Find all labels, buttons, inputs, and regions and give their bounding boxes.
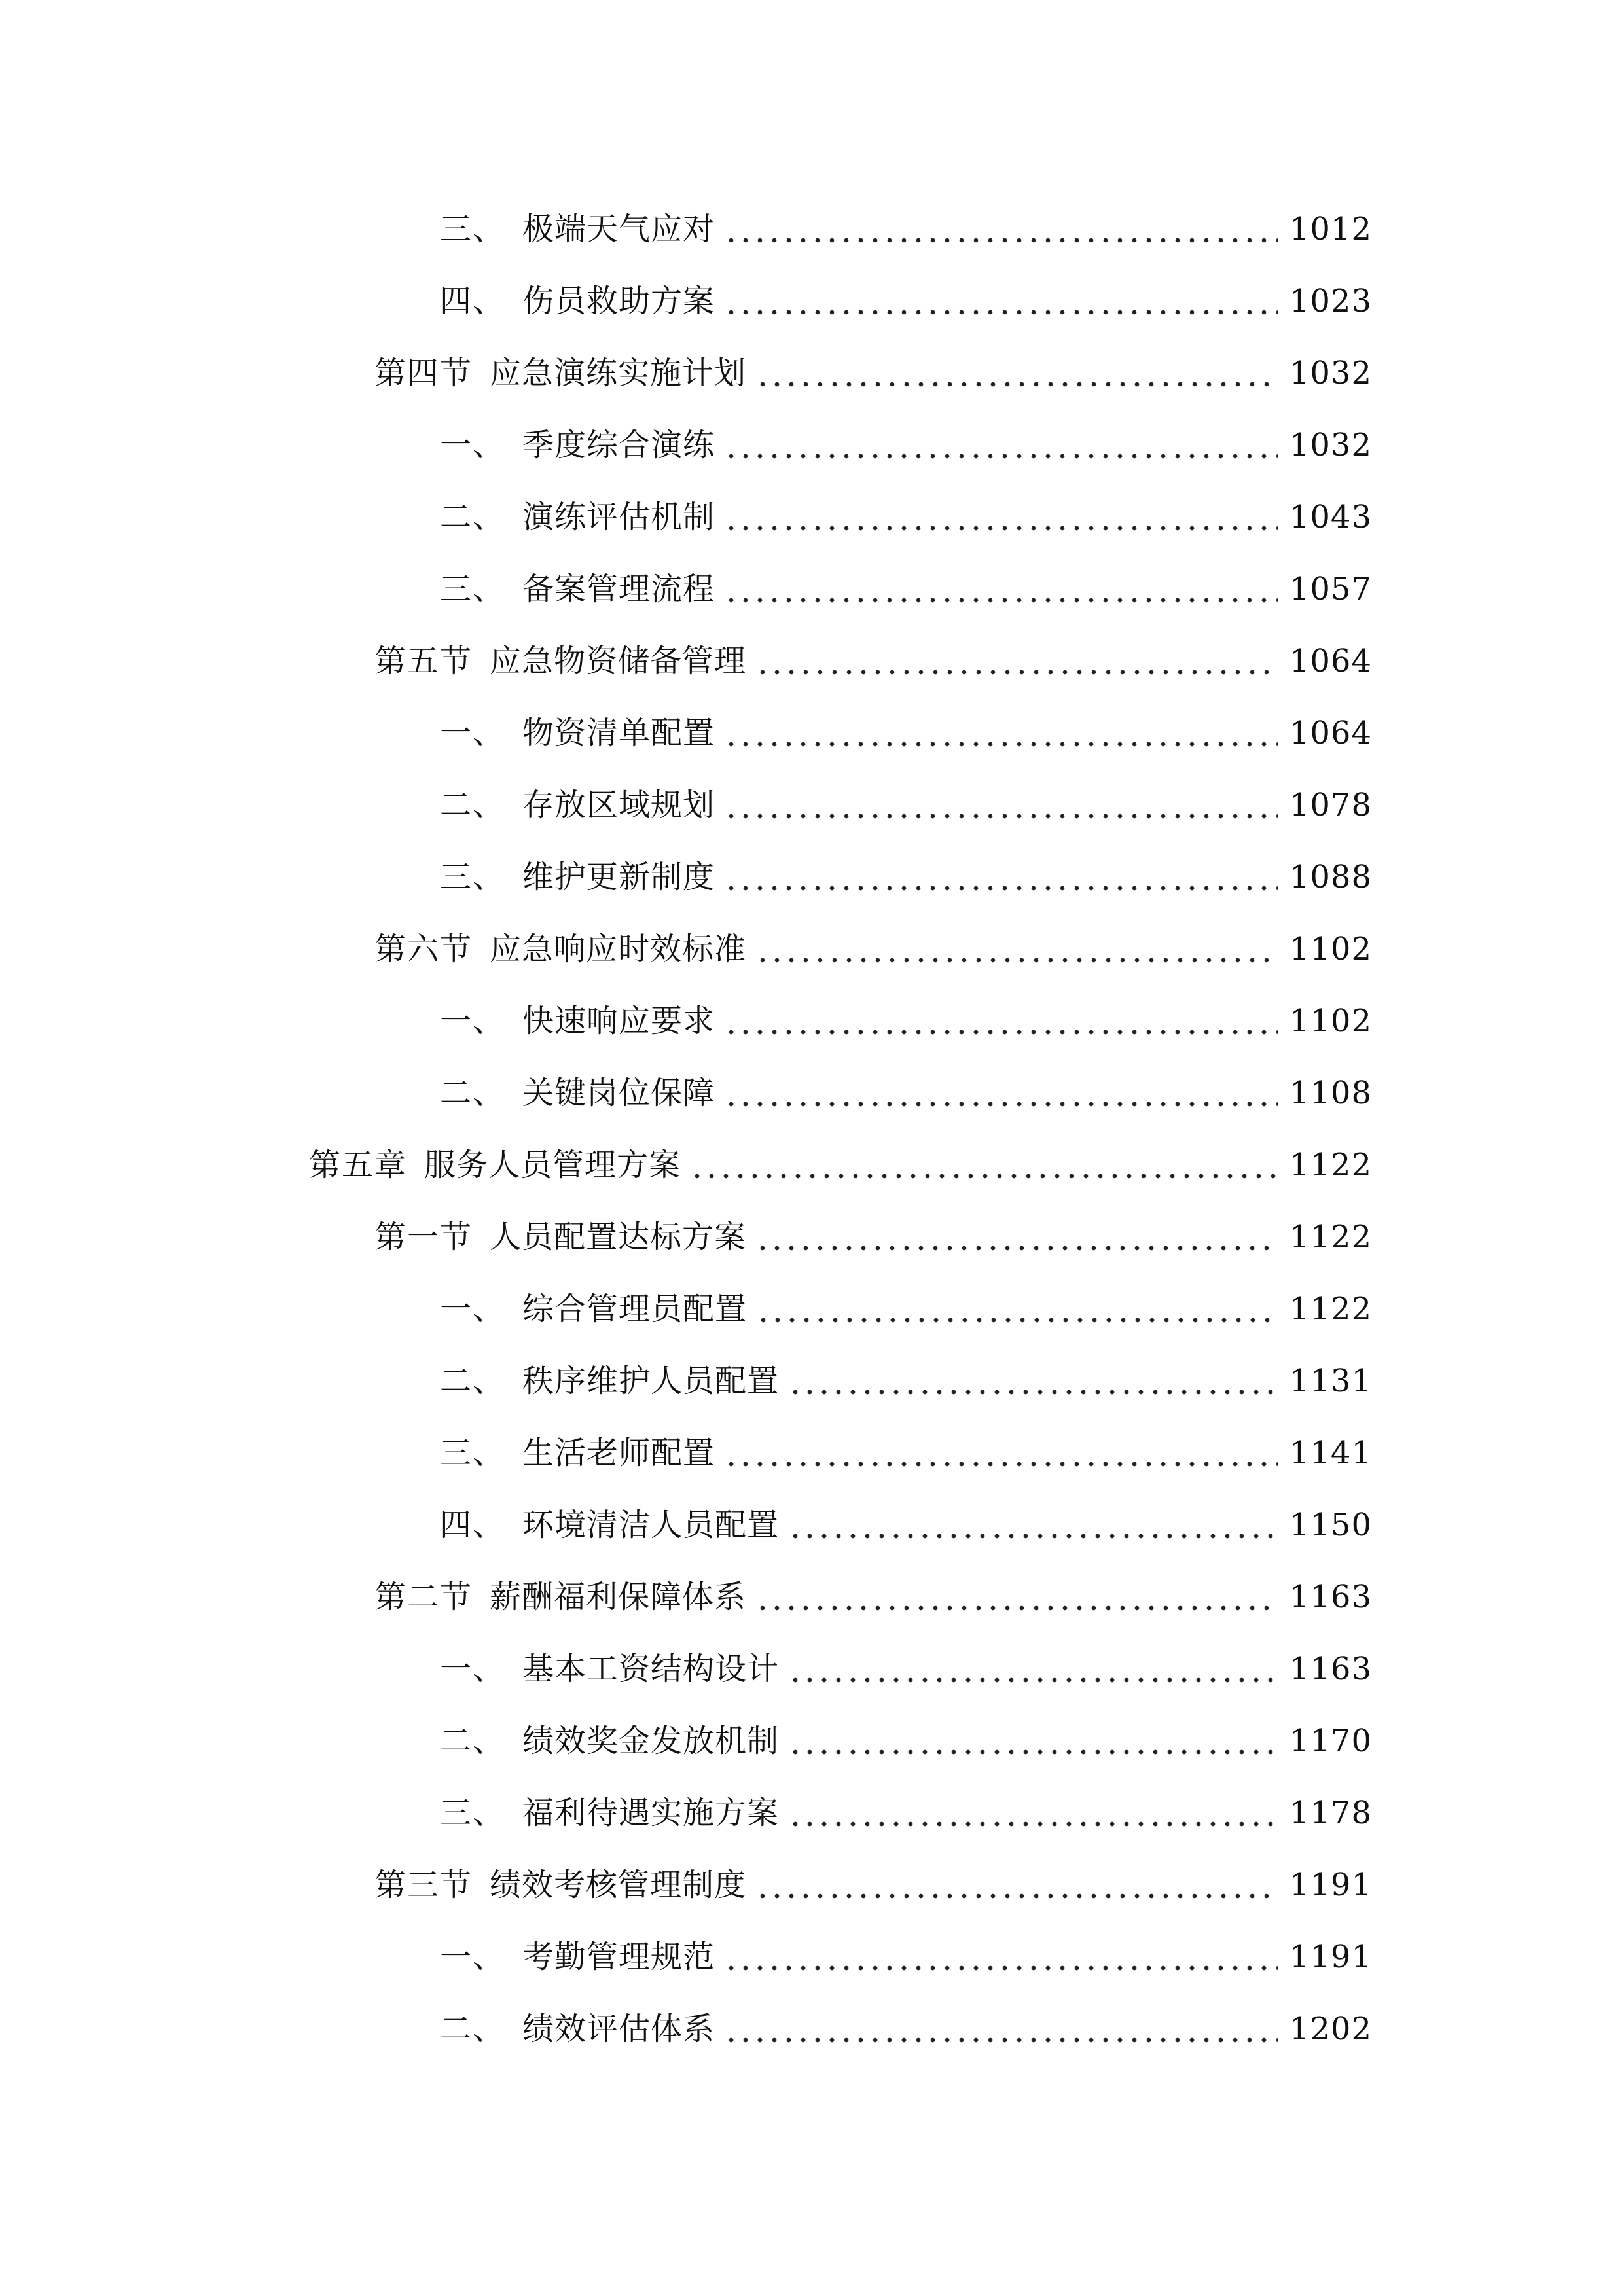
dot-leader: [724, 779, 1278, 831]
dot-leader: [724, 491, 1278, 543]
page-number: 1057: [1289, 571, 1372, 607]
entry-title: 综合管理员配置: [522, 1291, 748, 1327]
dot-leader: [788, 1355, 1278, 1407]
page-number: 1122: [1289, 1219, 1372, 1255]
dot-leader: [755, 1211, 1278, 1263]
page-number: 1163: [1289, 1579, 1372, 1615]
page-number: 1102: [1289, 931, 1372, 967]
toc-entry[interactable]: [374, 1859, 1372, 1911]
entry-number: 一、: [440, 427, 506, 463]
page-number: 1150: [1289, 1507, 1372, 1543]
dot-leader: [724, 563, 1278, 615]
dot-leader: [724, 995, 1278, 1047]
entry-title: 应急演练实施计划: [490, 355, 747, 391]
page-number: 1102: [1289, 1003, 1372, 1039]
entry-title: 绩效评估体系: [522, 2011, 715, 2047]
dot-leader: [788, 1715, 1278, 1767]
toc-entry[interactable]: [440, 1787, 1372, 1839]
toc-entry[interactable]: [374, 1211, 1372, 1263]
entry-title: 关键岗位保障: [522, 1075, 715, 1111]
entry-title: 福利待遇实施方案: [522, 1795, 780, 1831]
entry-title: 秩序维护人员配置: [522, 1363, 780, 1399]
entry-number: 四、: [440, 1507, 506, 1543]
page-number: 1122: [1289, 1291, 1372, 1327]
dot-leader: [724, 1931, 1278, 1983]
entry-number: 三、: [440, 1435, 506, 1471]
entry-number: 二、: [440, 1363, 506, 1399]
entry-number: 二、: [440, 1075, 506, 1111]
page-number: 1064: [1289, 643, 1372, 679]
page-number: 1088: [1289, 859, 1372, 895]
toc-entry[interactable]: [374, 923, 1372, 975]
page-number: 1170: [1289, 1723, 1372, 1759]
dot-leader: [724, 203, 1278, 255]
entry-number: 一、: [440, 715, 506, 751]
toc-entry[interactable]: [440, 1499, 1372, 1551]
page-number: 1131: [1289, 1363, 1372, 1399]
dot-leader: [755, 635, 1278, 687]
entry-title: 备案管理流程: [522, 571, 715, 607]
toc-entry[interactable]: [440, 563, 1372, 615]
dot-leader: [690, 1139, 1278, 1191]
page-number: 1191: [1289, 1939, 1372, 1975]
page-number: 1012: [1289, 211, 1372, 247]
entry-number: 三、: [440, 571, 506, 607]
page-number: 1202: [1289, 2011, 1372, 2047]
entry-number: 第二节: [374, 1579, 473, 1615]
dot-leader: [724, 707, 1278, 759]
entry-number: 二、: [440, 787, 506, 823]
entry-title: 伤员救助方案: [522, 283, 715, 319]
dot-leader: [724, 1067, 1278, 1119]
dot-leader: [755, 1571, 1278, 1623]
dot-leader: [724, 1427, 1278, 1479]
page-number: 1078: [1289, 787, 1372, 823]
dot-leader: [755, 347, 1278, 399]
toc-entry[interactable]: [440, 707, 1372, 759]
dot-leader: [788, 1499, 1278, 1551]
entry-title: 环境清洁人员配置: [522, 1507, 780, 1543]
entry-number: 一、: [440, 1939, 506, 1975]
entry-number: 三、: [440, 211, 506, 247]
page-number: 1043: [1289, 499, 1372, 535]
toc-entry[interactable]: [440, 1355, 1372, 1407]
toc-entry[interactable]: [440, 2003, 1372, 2055]
entry-number: 一、: [440, 1003, 506, 1039]
entry-number: 一、: [440, 1291, 506, 1327]
toc-entry[interactable]: [374, 635, 1372, 687]
toc-entry[interactable]: [374, 1571, 1372, 1623]
toc-entry[interactable]: [440, 1931, 1372, 1983]
toc-entry[interactable]: [440, 1283, 1372, 1335]
entry-title: 应急物资储备管理: [490, 643, 747, 679]
dot-leader: [756, 1283, 1278, 1335]
entry-title: 考勤管理规范: [522, 1939, 715, 1975]
toc-entry[interactable]: [440, 419, 1372, 471]
toc-entry[interactable]: [440, 1067, 1372, 1119]
dot-leader: [724, 2003, 1278, 2055]
entry-title: 基本工资结构设计: [522, 1651, 780, 1687]
toc-entry[interactable]: [440, 1427, 1372, 1479]
entry-number: 三、: [440, 1795, 506, 1831]
entry-title: 绩效考核管理制度: [490, 1867, 747, 1903]
dot-leader: [724, 851, 1278, 903]
entry-number: 四、: [440, 283, 506, 319]
toc-entry[interactable]: [440, 995, 1372, 1047]
dot-leader: [755, 1859, 1278, 1911]
entry-number: 二、: [440, 499, 506, 535]
toc-entry[interactable]: [374, 347, 1372, 399]
page-number: 1191: [1289, 1867, 1372, 1903]
toc-entry[interactable]: [440, 1715, 1372, 1767]
entry-title: 季度综合演练: [522, 427, 715, 463]
entry-title: 服务人员管理方案: [424, 1147, 681, 1183]
dot-leader: [788, 1787, 1278, 1839]
entry-title: 极端天气应对: [522, 211, 715, 247]
entry-number: 第六节: [374, 931, 473, 967]
page-number: 1064: [1289, 715, 1372, 751]
toc-entry[interactable]: [440, 203, 1372, 255]
page-number: 1032: [1289, 355, 1372, 391]
dot-leader: [724, 419, 1278, 471]
entry-title: 物资清单配置: [522, 715, 715, 751]
entry-number: 三、: [440, 859, 506, 895]
toc-entry[interactable]: [440, 1643, 1372, 1695]
entry-number: 一、: [440, 1651, 506, 1687]
entry-title: 人员配置达标方案: [490, 1219, 747, 1255]
entry-title: 快速响应要求: [522, 1003, 715, 1039]
page-number: 1141: [1289, 1435, 1372, 1471]
page-number: 1122: [1289, 1147, 1372, 1183]
entry-number: 第一节: [374, 1219, 473, 1255]
entry-title: 存放区域规划: [522, 787, 715, 823]
entry-number: 第三节: [374, 1867, 473, 1903]
entry-title: 维护更新制度: [522, 859, 715, 895]
entry-number: 二、: [440, 2011, 506, 2047]
entry-title: 演练评估机制: [522, 499, 715, 535]
page-number: 1178: [1289, 1795, 1372, 1831]
dot-leader: [755, 923, 1278, 975]
page-number: 1023: [1289, 283, 1372, 319]
toc-entry[interactable]: [440, 851, 1372, 903]
toc-entry[interactable]: [440, 779, 1372, 831]
entry-number: 第五节: [374, 643, 473, 679]
page-number: 1163: [1289, 1651, 1372, 1687]
toc-entry[interactable]: [309, 1139, 1372, 1191]
entry-title: 应急响应时效标准: [490, 931, 747, 967]
entry-title: 绩效奖金发放机制: [522, 1723, 780, 1759]
entry-number: 第四节: [374, 355, 473, 391]
toc-entry[interactable]: [440, 491, 1372, 543]
entry-title: 薪酬福利保障体系: [490, 1579, 747, 1615]
entry-number: 二、: [440, 1723, 506, 1759]
entry-title: 生活老师配置: [522, 1435, 715, 1471]
entry-number: 第五章: [309, 1147, 408, 1183]
toc-entry[interactable]: [440, 275, 1372, 327]
dot-leader: [724, 275, 1278, 327]
page-number: 1032: [1289, 427, 1372, 463]
dot-leader: [788, 1643, 1278, 1695]
page-number: 1108: [1289, 1075, 1372, 1111]
